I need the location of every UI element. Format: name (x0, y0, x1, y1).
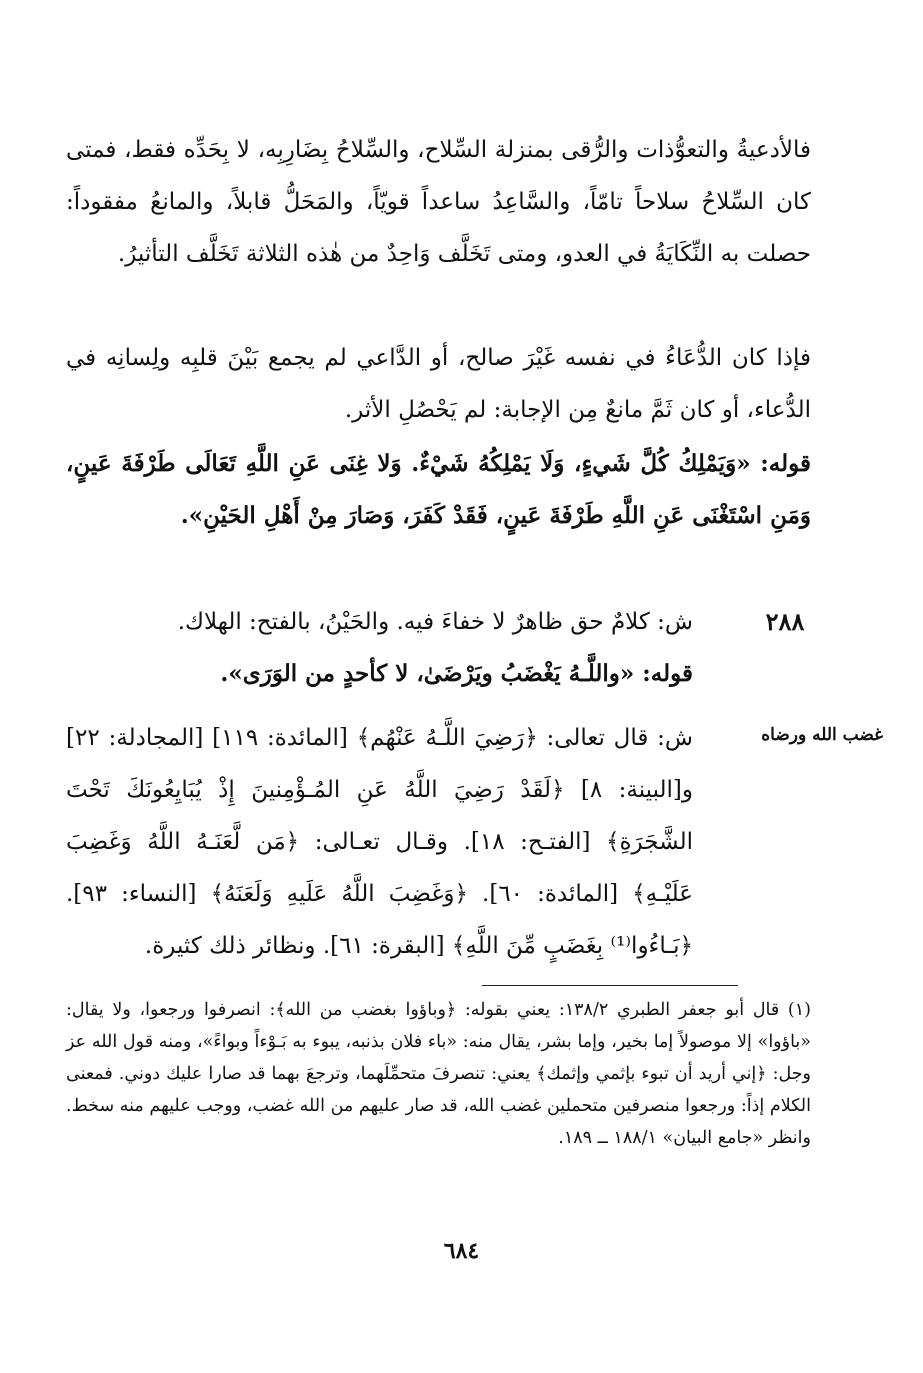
margin-section-number: ٢٨٨ (765, 607, 805, 636)
paragraph-commentary-haln: ش: كلامٌ حق ظاهرٌ لا خفاءَ فيه. والحَيْنُ، بالفتح: الهلاك. (177, 609, 693, 635)
footnote-tabari: (١) قال أبو جعفر الطبري ١٣٨/٢: يعني بقوله: ﴿وباؤوا بغضب من الله﴾: انصرفوا ورجعوا، ولا يقال: «باؤوا» إلا موصولاً إما بخير، وإما بشر، يقال منه: «باء فلان بذنبه، يبوء به بَـوْءاً وبواءً»، ومنه قول الله عز وجل: ﴿إني أريد أن تبوء بإثمي وإثمك﴾ يعني: تنصرفَ متحمِّلَهما، وترجعَ بهما قد صارا عليك دوني. فمعنى الكلام إذاً: ورجعوا منصرفين متحملين غضب الله، قد صار عليهم من الله غضب، ووجب عليهم منه سخط. وانظر «جامع البيان» ١٨٨/١ ــ ١٨٩. (66, 1000, 811, 1148)
footnote-divider (482, 985, 738, 986)
page-number: ٦٨٤ (443, 1238, 480, 1264)
margin-topic-heading: غضب الله ورضاه (761, 725, 883, 745)
paragraph-supplications: فالأدعيةُ والتعوُّذات والرُّقى بمنزلة السِّلاح، والسِّلاحُ بِضَارِبِه، لا بِحَدِّه فقط، فمتى كان السِّلاحُ سلاحاً تامّاً، والسَّاعِدُ ساعداً قويّاً، والمَحَلُّ قابلاً، والمانعُ مفقوداً: حصلت به النِّكَايَةُ في العدو، ومتى تَخَلَّف وَاحِدٌ من هٰذه الثلاثة تَخَلَّف التأثيرُ. (66, 137, 811, 267)
paragraph-invalid-supplication: فإذا كان الدُّعَاءُ في نفسه غَيْرَ صالح، أو الدَّاعي لم يجمع بَيْنَ قلبِه ولِسانِه في الدُّعاء، أو كان ثَمَّ مانعٌ مِن الإجابة: لم يَحْصُلِ الأثر. (66, 345, 811, 423)
paragraph-quranic-evidence: ش: قال تعالى: ﴿رَضِيَ اللَّـهُ عَنْهُم﴾ [المائدة: ١١٩] [المجادلة: ٢٢] و[البينة: ٨] ﴿لَقَدْ رَضِيَ اللَّهُ عَنِ المُـؤْمِنينَ إِذْ يُبَايِعُونَكَ تَحْتَ الشَّجَرَةِ﴾ [الفتـح: ١٨]. وقـال تعـالى: ﴿مَن لَّعَنَـهُ اللَّهُ وَغَضِبَ عَلَيْـهِ﴾ [المائدة: ٦٠]. ﴿وَغَضِبَ اللَّهُ عَلَيهِ وَلَعَنَهُ﴾ [النساء: ٩٣]. ﴿بَـاءُوا⁽¹⁾ بِغَضَبٍ مِّنَ اللَّهِ﴾ [البقرة: ٦١]. ونظائر ذلك كثيرة. (66, 725, 694, 959)
paragraph-quote-anger-pleasure: قوله: «واللَّـهُ يَغْضَبُ ويَرْضَىٰ، لا كأحدٍ من الوَرَى». (220, 660, 693, 687)
paragraph-quote-ownership: قوله: «وَيَمْلِكُ كُلَّ شَيءٍ، وَلَا يَمْلِكُهُ شَيْءٌ. وَلا غِنَى عَنِ اللَّهِ تَعَالَى طَرْفَةَ عَينٍ، وَمَنِ اسْتَغْنَى عَنِ اللَّهِ طَرْفَةَ عَينٍ، فَقَدْ كَفَرَ، وَصَارَ مِنْ أَهْلِ الحَيْنِ». (66, 450, 811, 529)
